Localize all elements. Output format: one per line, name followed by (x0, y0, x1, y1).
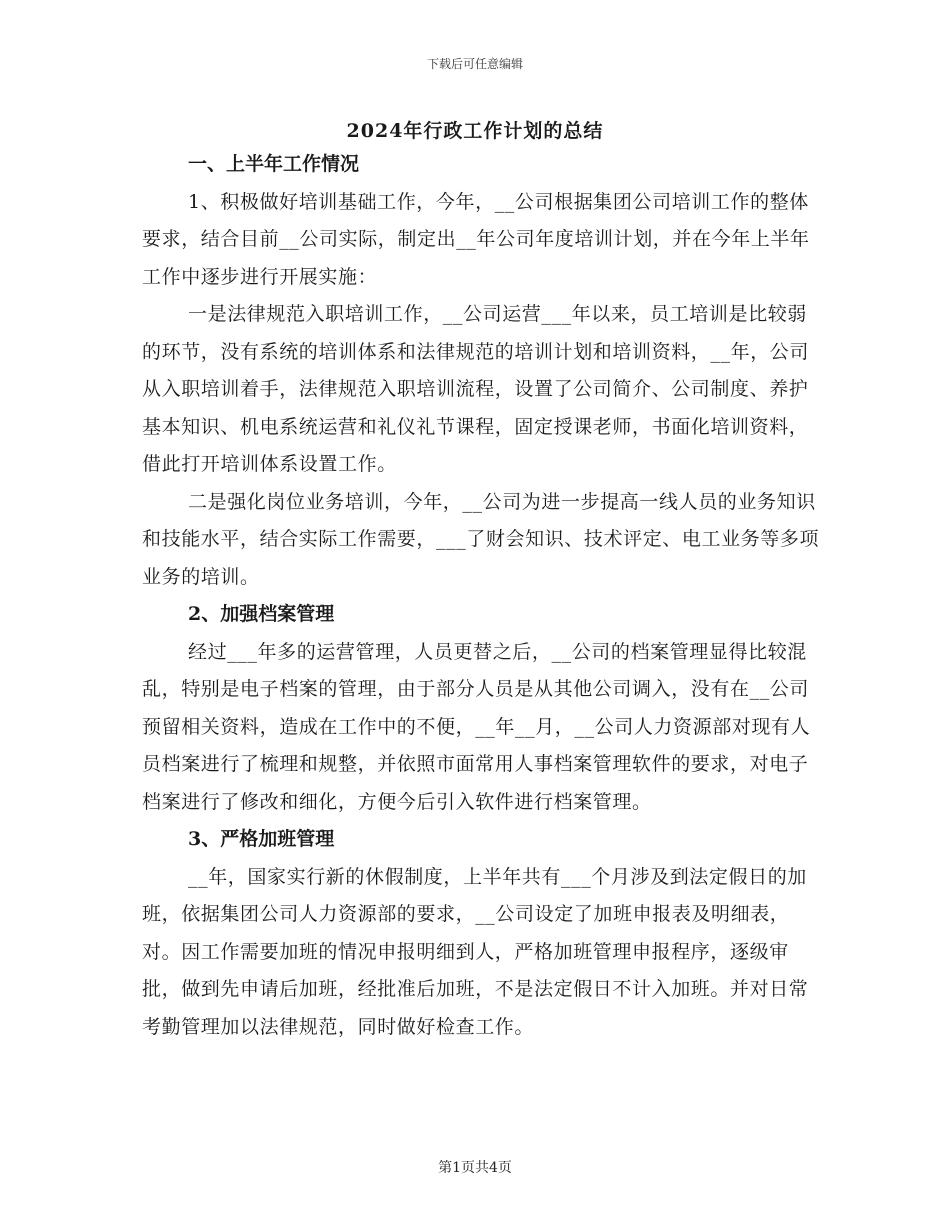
paragraph-job-training: 二是强化岗位业务培训，今年，__公司为进一步提高一线人员的业务知识和技能水平，结合实际工作需要，___了财会知识、技术评定、电工业务等多项业务的培训。 (142, 490, 820, 588)
header-note: 下载后可任意编辑 (426, 57, 523, 71)
section-heading-first-half: 一、上半年工作情况 (188, 153, 360, 175)
document-body (142, 146, 822, 1046)
paragraph-onboarding-training: 一是法律规范入职培训工作，__公司运营___年以来，员工培训是比较弱的环节，没有系统的培训体系和法律规范的培训计划和培训资料，__年，公司从入职培训着手，法律规范入职培训流程，设置了公司简介、公司制度、养护基本知识、机电系统运营和礼仪礼节课程，固定授课老师，书面化培训资料，借此打开培训体系设置工作。 (142, 303, 810, 475)
document-title: 2024年行政工作计划的总结 (346, 120, 604, 142)
section-heading-archives: 2、加强档案管理 (188, 603, 335, 625)
paragraph-overtime: __年，国家实行新的休假制度，上半年共有___个月涉及到法定假日的加班，依据集团公司人力资源部的要求，__公司设定了加班申报表及明细表，对。因工作需要加班的情况申报明细到人，严格加班管理申报程序，逐级审批，做到先申请后加班，经批准后加班，不是法定假日不计入加班。并对日常考勤管理加以法律规范，同时做好检查工作。 (142, 865, 809, 1038)
page-footer: 第1页共4页 (438, 1160, 512, 1176)
paragraph-training-basics: 1、积极做好培训基础工作，今年，__公司根据集团公司培训工作的整体要求，结合目前__公司实际，制定出__年公司年度培训计划，并在今年上半年工作中逐步进行开展实施： (142, 190, 810, 288)
section-heading-overtime: 3、严格加班管理 (188, 828, 335, 850)
paragraph-archives: 经过___年多的运营管理，人员更替之后，__公司的档案管理显得比较混乱，特别是电子档案的管理，由于部分人员是从其他公司调入，没有在__公司预留相关资料，造成在工作中的不便，__年__月，__公司人力资源部对现有人员档案进行了梳理和规整，并依照市面常用人事档案管理软件的要求，对电子档案进行了修改和细化，方便今后引入软件进行档案管理。 (142, 640, 811, 813)
